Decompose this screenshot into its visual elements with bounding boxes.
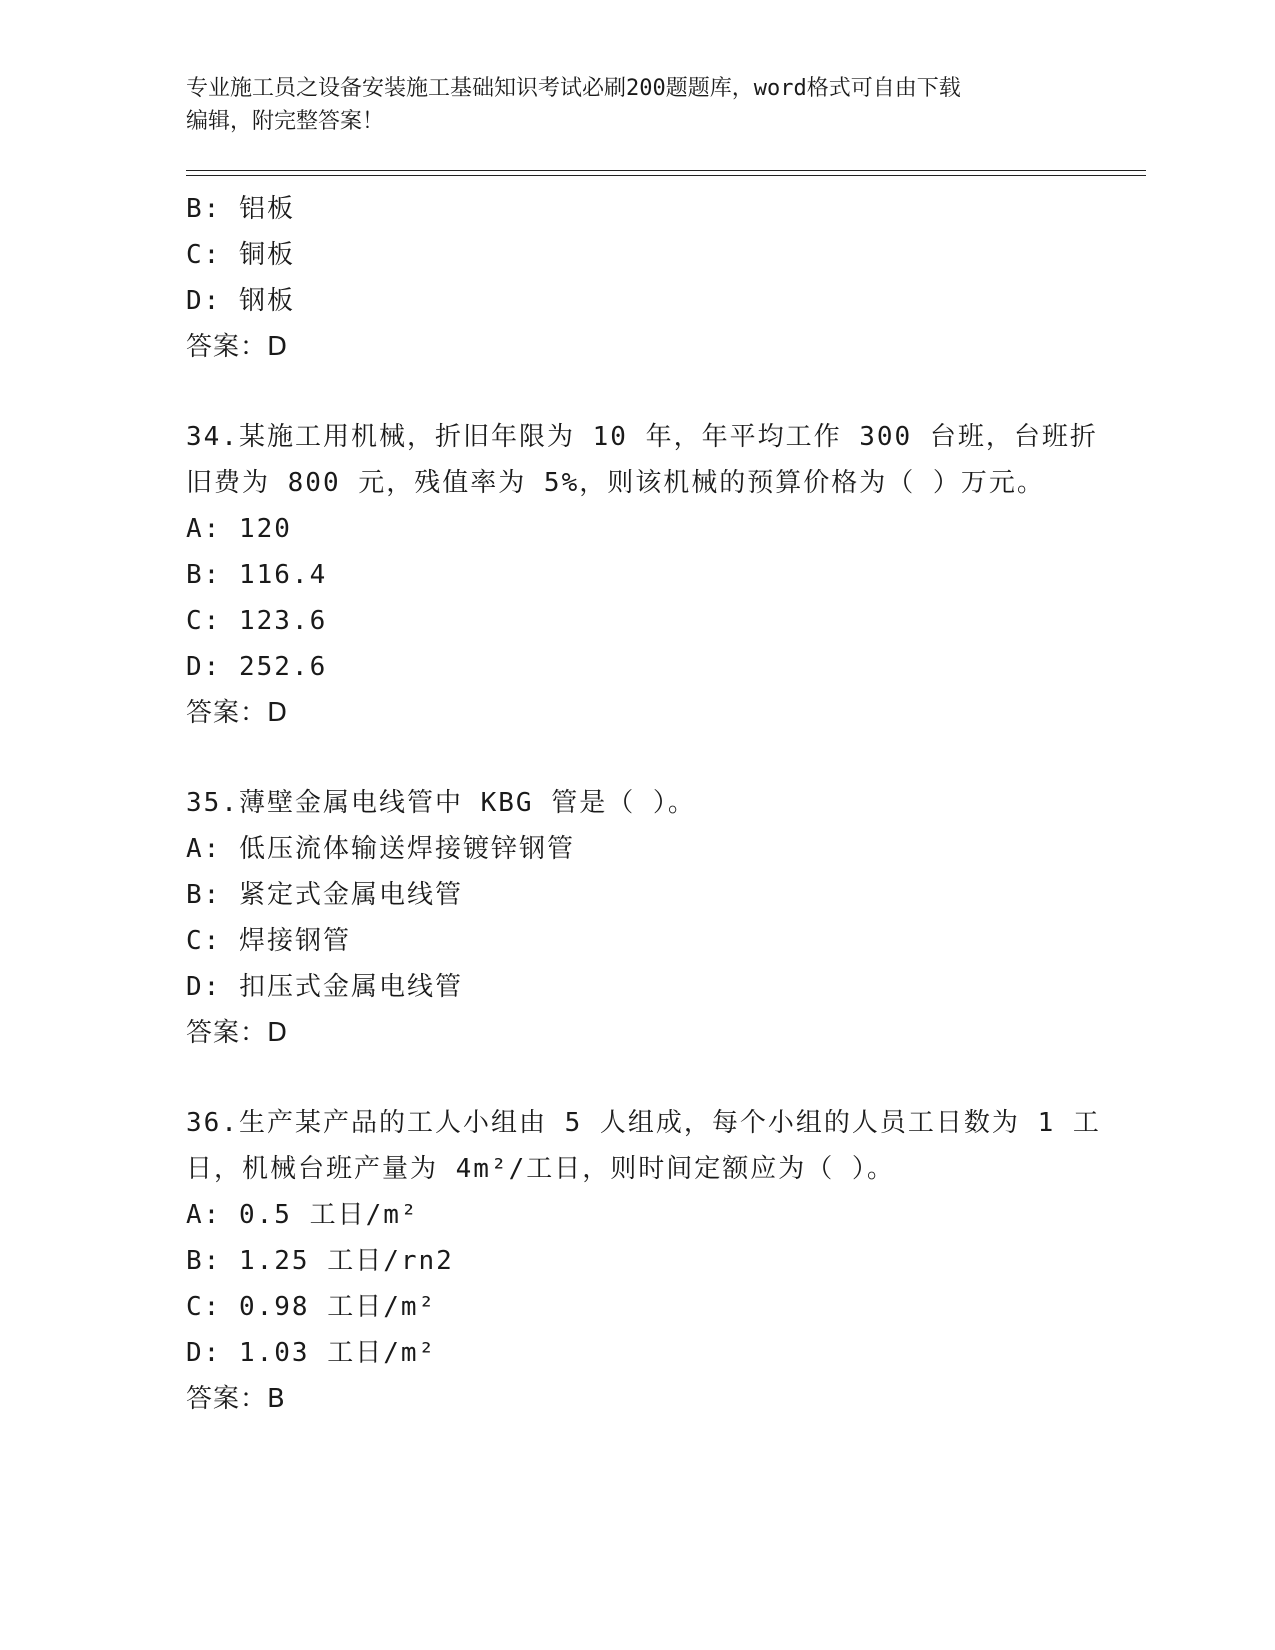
question-stem-line: 36.生产某产品的工人小组由 5 人组成，每个小组的人员工日数为 1 工 [186,1108,1101,1138]
question-stem-line: 34.某施工用机械，折旧年限为 10 年，年平均工作 300 台班，台班折 [186,422,1098,452]
spacer [186,370,1106,414]
spacer [186,1056,1106,1100]
question-35 [186,780,1106,1056]
option-d: D: 252.6 [186,652,328,682]
option-c: C: 铜板 [186,240,295,270]
option-c: C: 0.98 工日/m² [186,1292,437,1322]
option-a: A: 0.5 工日/m² [186,1200,419,1230]
option-b: B: 116.4 [186,560,328,590]
option-c: C: 123.6 [186,606,328,636]
header-line-2: 编辑，附完整答案！ [186,109,385,134]
header-line-1: 专业施工员之设备安装施工基础知识考试必刷200题题库，word格式可自由下载 [186,76,961,101]
question-34 [186,414,1106,736]
question-33-tail [186,186,1106,370]
header-rule-bottom [186,175,1146,176]
option-c: C: 焊接钢管 [186,926,351,956]
option-b: B: 紧定式金属电线管 [186,880,463,910]
option-a: A: 120 [186,514,292,544]
answer: 答案：D [186,698,289,728]
option-b: B: 铝板 [186,194,295,224]
question-stem-line: 35.薄壁金属电线管中 KBG 管是（ ）。 [186,788,696,818]
page-header [186,72,1086,138]
option-d: D: 扣压式金属电线管 [186,972,463,1002]
question-36 [186,1100,1106,1422]
option-d: D: 1.03 工日/m² [186,1338,437,1368]
question-stem-line: 日，机械台班产量为 4m²/工日，则时间定额应为（ ）。 [186,1154,895,1184]
answer: 答案：D [186,332,289,362]
answer: 答案：B [186,1384,286,1414]
question-stem-line: 旧费为 800 元，残值率为 5%，则该机械的预算价格为（ ）万元。 [186,468,1045,498]
header-rule-top [186,170,1146,171]
option-b: B: 1.25 工日/rn2 [186,1246,454,1276]
spacer [186,736,1106,780]
question-list [186,186,1106,1422]
answer: 答案：D [186,1018,289,1048]
option-d: D: 钢板 [186,286,295,316]
option-a: A: 低压流体输送焊接镀锌钢管 [186,834,575,864]
